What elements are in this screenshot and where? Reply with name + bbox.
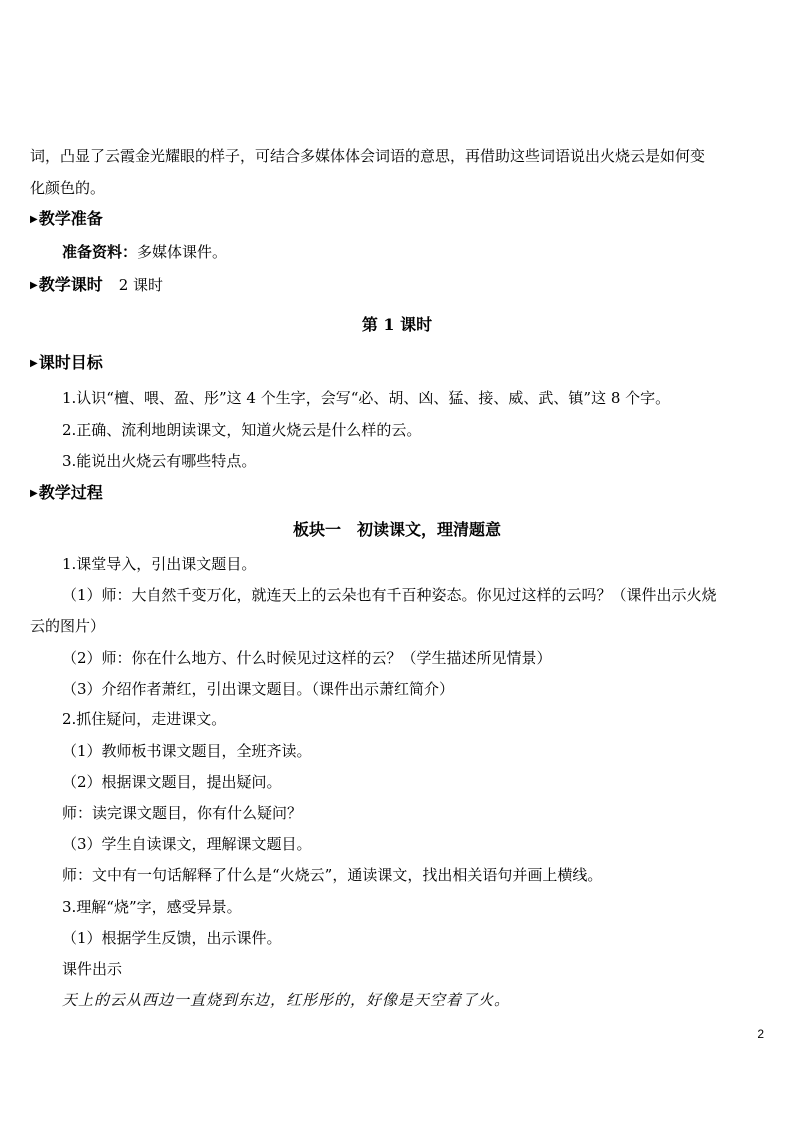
process-line: （3）学生自读课文，理解课文题目。: [62, 835, 312, 853]
hours-heading: [30, 274, 163, 297]
process-line: （1）教师板书课文题目，全班齐读。: [62, 742, 312, 760]
hours-heading-text: 教学课时: [38, 275, 103, 294]
prep-label: 准备资料：: [62, 243, 138, 261]
process-line: （2）师：你在什么地方、什么时候见过这样的云？（学生描述所见情景）: [62, 649, 552, 667]
section-title: 板块一 初读课文，理清题意: [292, 520, 501, 539]
intro-line-2: 化颜色的。: [30, 179, 106, 197]
prep-heading-text: 教学准备: [38, 209, 103, 228]
process-line: 3.理解“烧”字，感受异景。: [62, 898, 242, 916]
process-heading-text: 教学过程: [38, 483, 103, 502]
page-number: 2: [757, 1027, 764, 1041]
process-line: （3）介绍作者萧红，引出课文题目。（课件出示萧红简介）: [62, 680, 455, 698]
process-line: 课件出示: [62, 960, 123, 978]
process-line: （2）根据课文题目，提出疑问。: [62, 773, 282, 791]
goals-heading: [30, 352, 103, 375]
prep-heading: [30, 208, 103, 231]
triangle-right-icon: ▶: [30, 280, 38, 291]
process-line: （1）根据学生反馈，出示课件。: [62, 929, 282, 947]
courseware-quote: 天上的云从西边一直烧到东边，红彤彤的，好像是天空着了火。: [62, 991, 511, 1009]
lesson-title: 第 1 课时: [361, 315, 433, 334]
triangle-right-icon: ▶: [30, 358, 38, 369]
triangle-right-icon: ▶: [30, 214, 38, 225]
goal-item: 3.能说出火烧云有哪些特点。: [62, 452, 257, 470]
process-line: 云的图片）: [30, 617, 106, 635]
hours-value: 2 课时: [118, 276, 164, 294]
process-heading: [30, 482, 103, 505]
intro-line-1: 词，凸显了云霞金光耀眼的样子，可结合多媒体体会词语的意思，再借助这些词语说出火烧云是如何变: [30, 147, 706, 165]
process-line: 师：读完课文题目，你有什么疑问？: [62, 804, 303, 822]
process-line: （1）师：大自然千变万化，就连天上的云朵也有千百种姿态。你见过这样的云吗？（课件出示火烧: [62, 586, 717, 604]
goals-heading-text: 课时目标: [38, 353, 103, 372]
prep-line: [62, 242, 227, 262]
triangle-right-icon: ▶: [30, 488, 38, 499]
prep-text: 多媒体课件。: [137, 243, 228, 261]
process-line: 2.抓住疑问，走进课文。: [62, 710, 227, 728]
goal-item: 2.正确、流利地朗读课文，知道火烧云是什么样的云。: [62, 421, 422, 439]
process-line: 师：文中有一句话解释了什么是“火烧云”，通读课文，找出相关语句并画上横线。: [62, 866, 603, 884]
goal-item: 1.认识“檀、喂、盈、彤”这 4 个生字，会写“必、胡、凶、猛、接、威、武、镇”这 8 个字。: [62, 389, 671, 407]
process-line: 1.课堂导入，引出课文题目。: [62, 555, 257, 573]
